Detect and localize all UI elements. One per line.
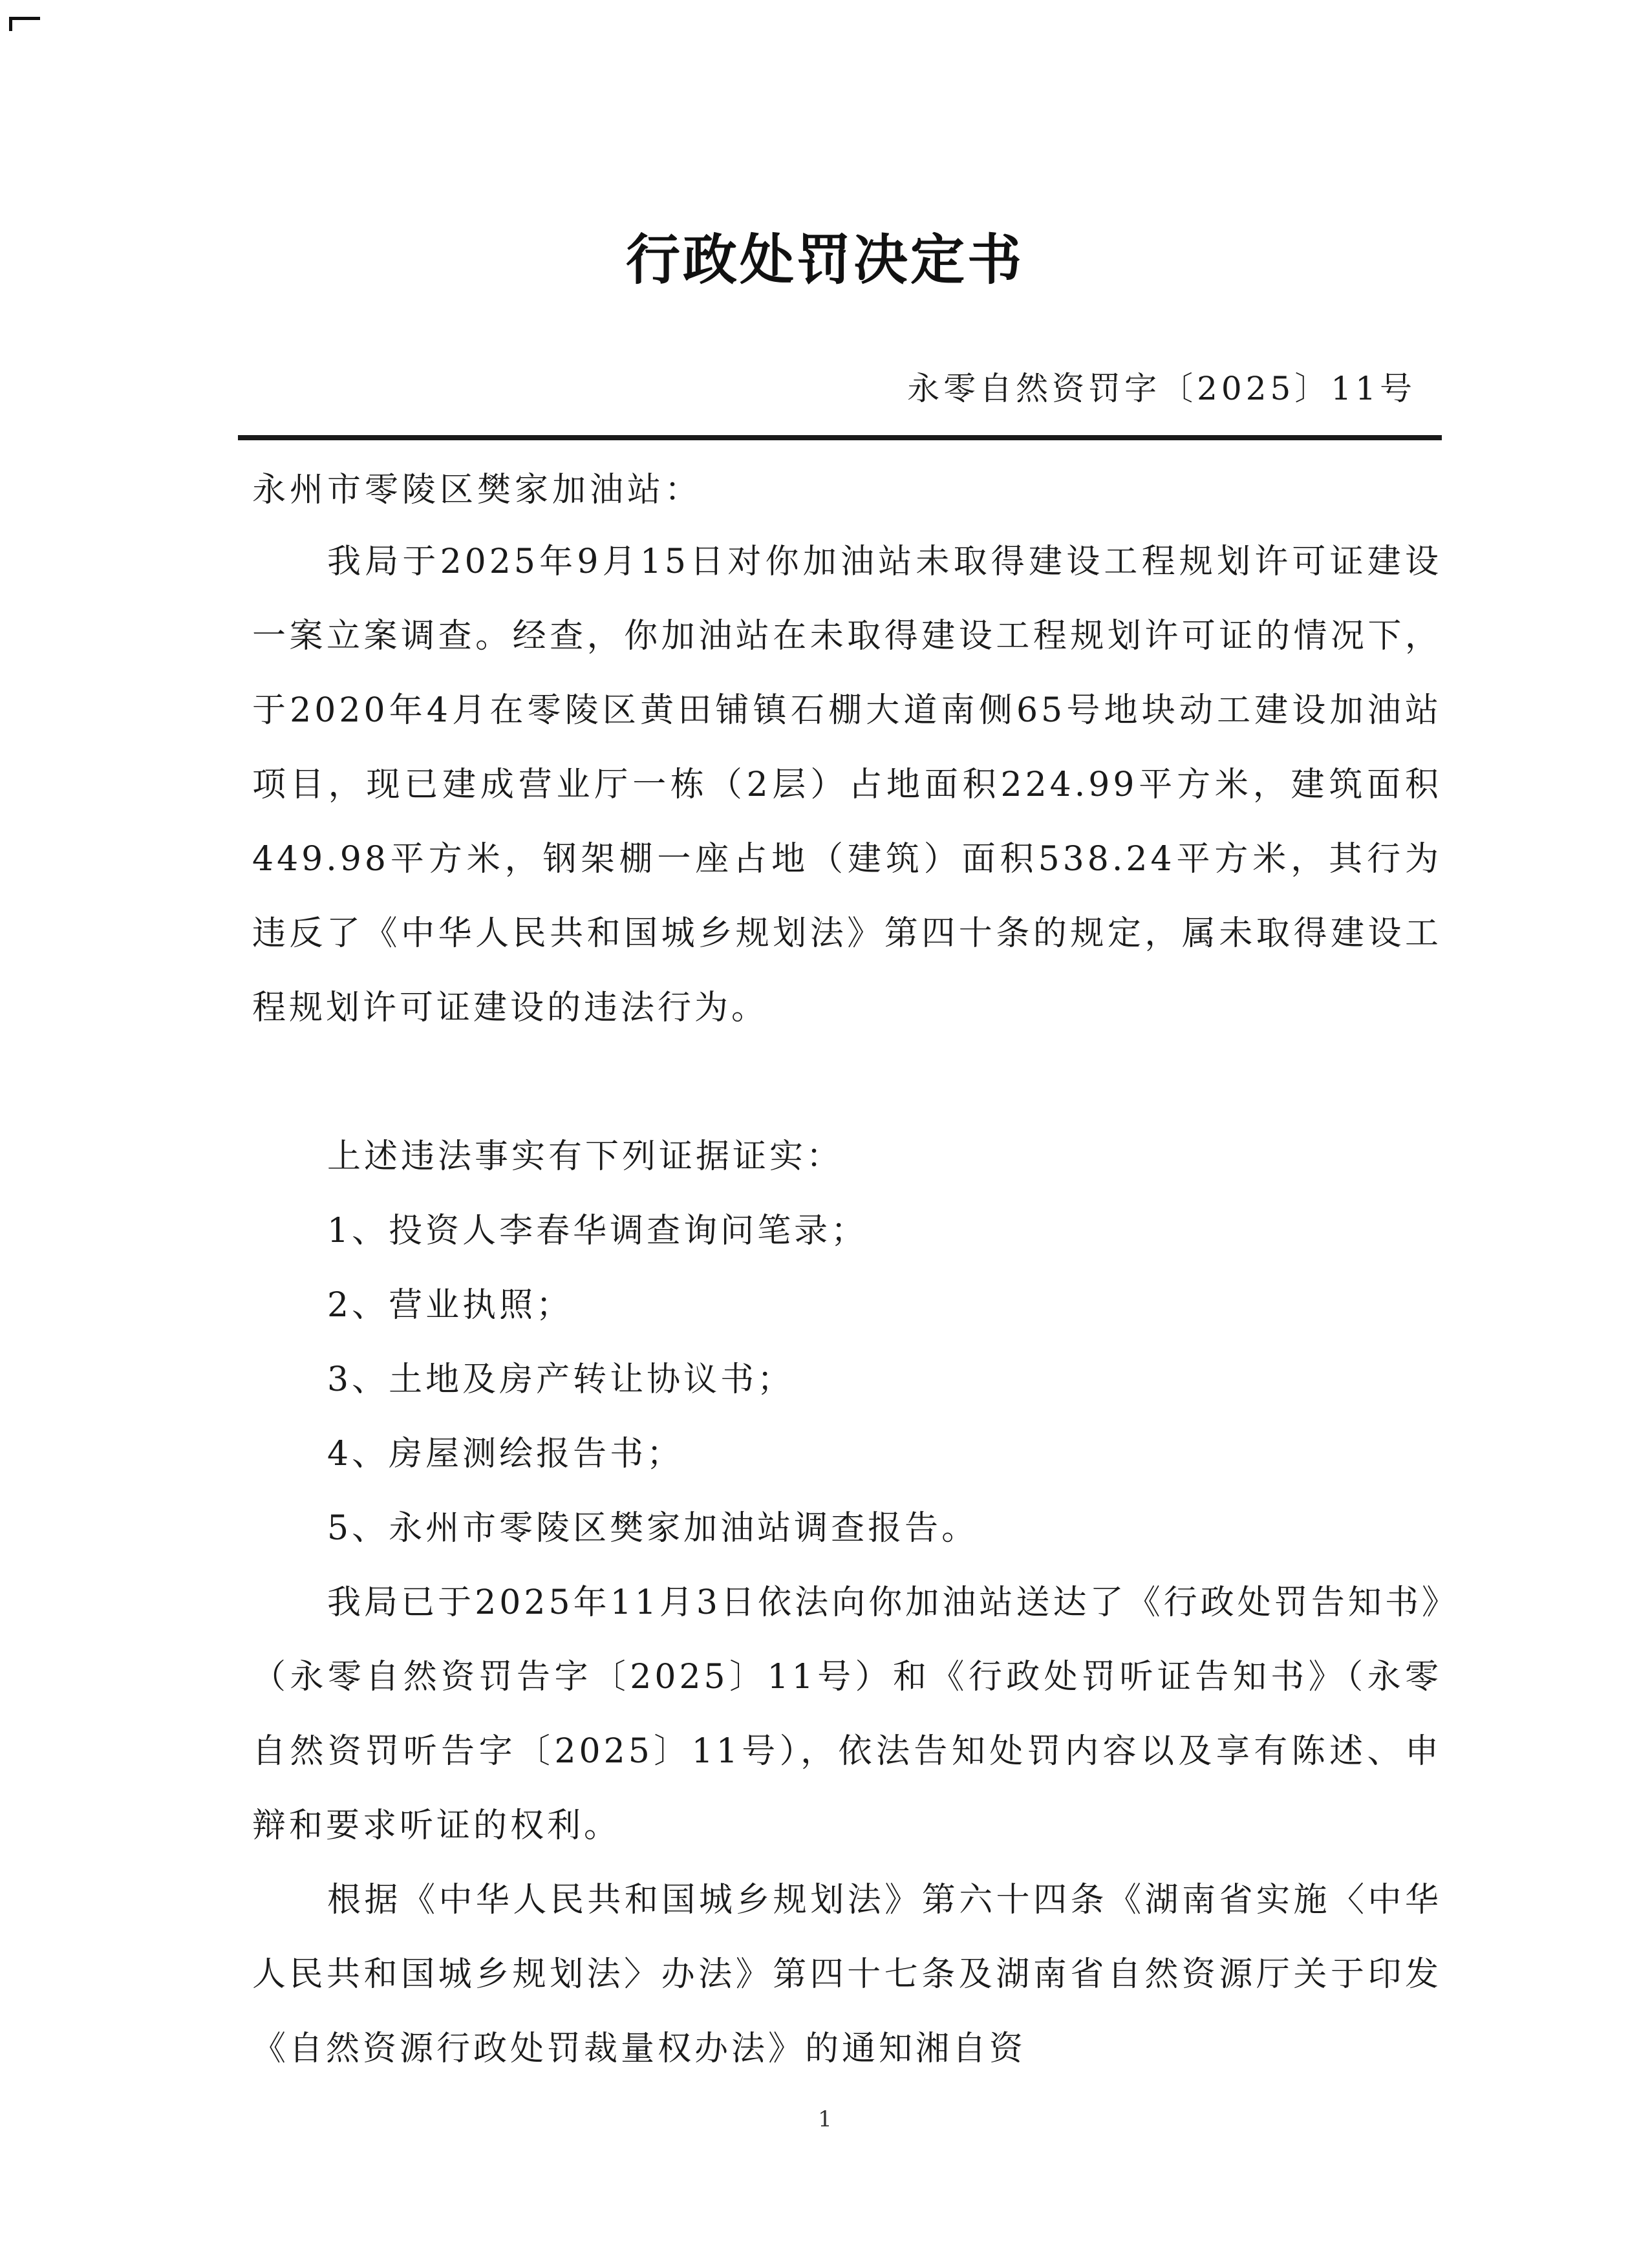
page-number: 1 [818,2106,832,2132]
addressee: 永州市零陵区樊家加油站： [252,471,703,509]
document-number: 永零自然资罚字〔2025〕11号 [907,370,1416,407]
paragraph-facts: 我局于2025年9月15日对你加油站未取得建设工程规划许可证建设一案立案调查。经查，你加油站在未取得建设工程规划许可证的情况下，于2020年4月在零陵区黄田铺镇石棚大道南侧65号地块动工建设加油站项目，现已建成营业厅一栋（2层）占地面积224.99平方米，建筑面积449.98平方米，钢架棚一座占地（建筑）面积538.24平方米，其行为违反了《中华人民共和国城乡规划法》第四十条的规定，属未取得建设工程规划许可证建设的违法行为。 [252,542,1442,1027]
header-divider [238,435,1442,440]
evidence-item: 5、永州市零陵区樊家加油站调查报告。 [327,1509,979,1548]
scan-corner-mark [9,17,40,31]
paragraph-legal-basis: 根据《中华人民共和国城乡规划法》第六十四条《湖南省实施〈中华人民共和国城乡规划法〉办法》第四十七条及湖南省自然资源厅关于印发《自然资源行政处罚裁量权办法》的通知湘自资 [252,1881,1442,2068]
evidence-item: 2、营业执照； [327,1286,573,1325]
evidence-item: 1、投资人李春华调查询问笔录； [327,1212,868,1250]
evidence-item: 4、房屋测绘报告书； [327,1435,684,1473]
document-title: 行政处罚决定书 [625,228,1024,292]
paragraph-notification: 我局已于2025年11月3日依法向你加油站送达了《行政处罚告知书》（永零自然资罚告字〔2025〕11号）和《行政处罚听证告知书》（永零自然资罚听告字〔2025〕11号），依法告知处罚内容以及享有陈述、申辩和要求听证的权利。 [252,1583,1442,1845]
evidence-intro: 上述违法事实有下列证据证实： [327,1137,844,1176]
evidence-item: 3、土地及房产转让协议书； [327,1360,795,1399]
